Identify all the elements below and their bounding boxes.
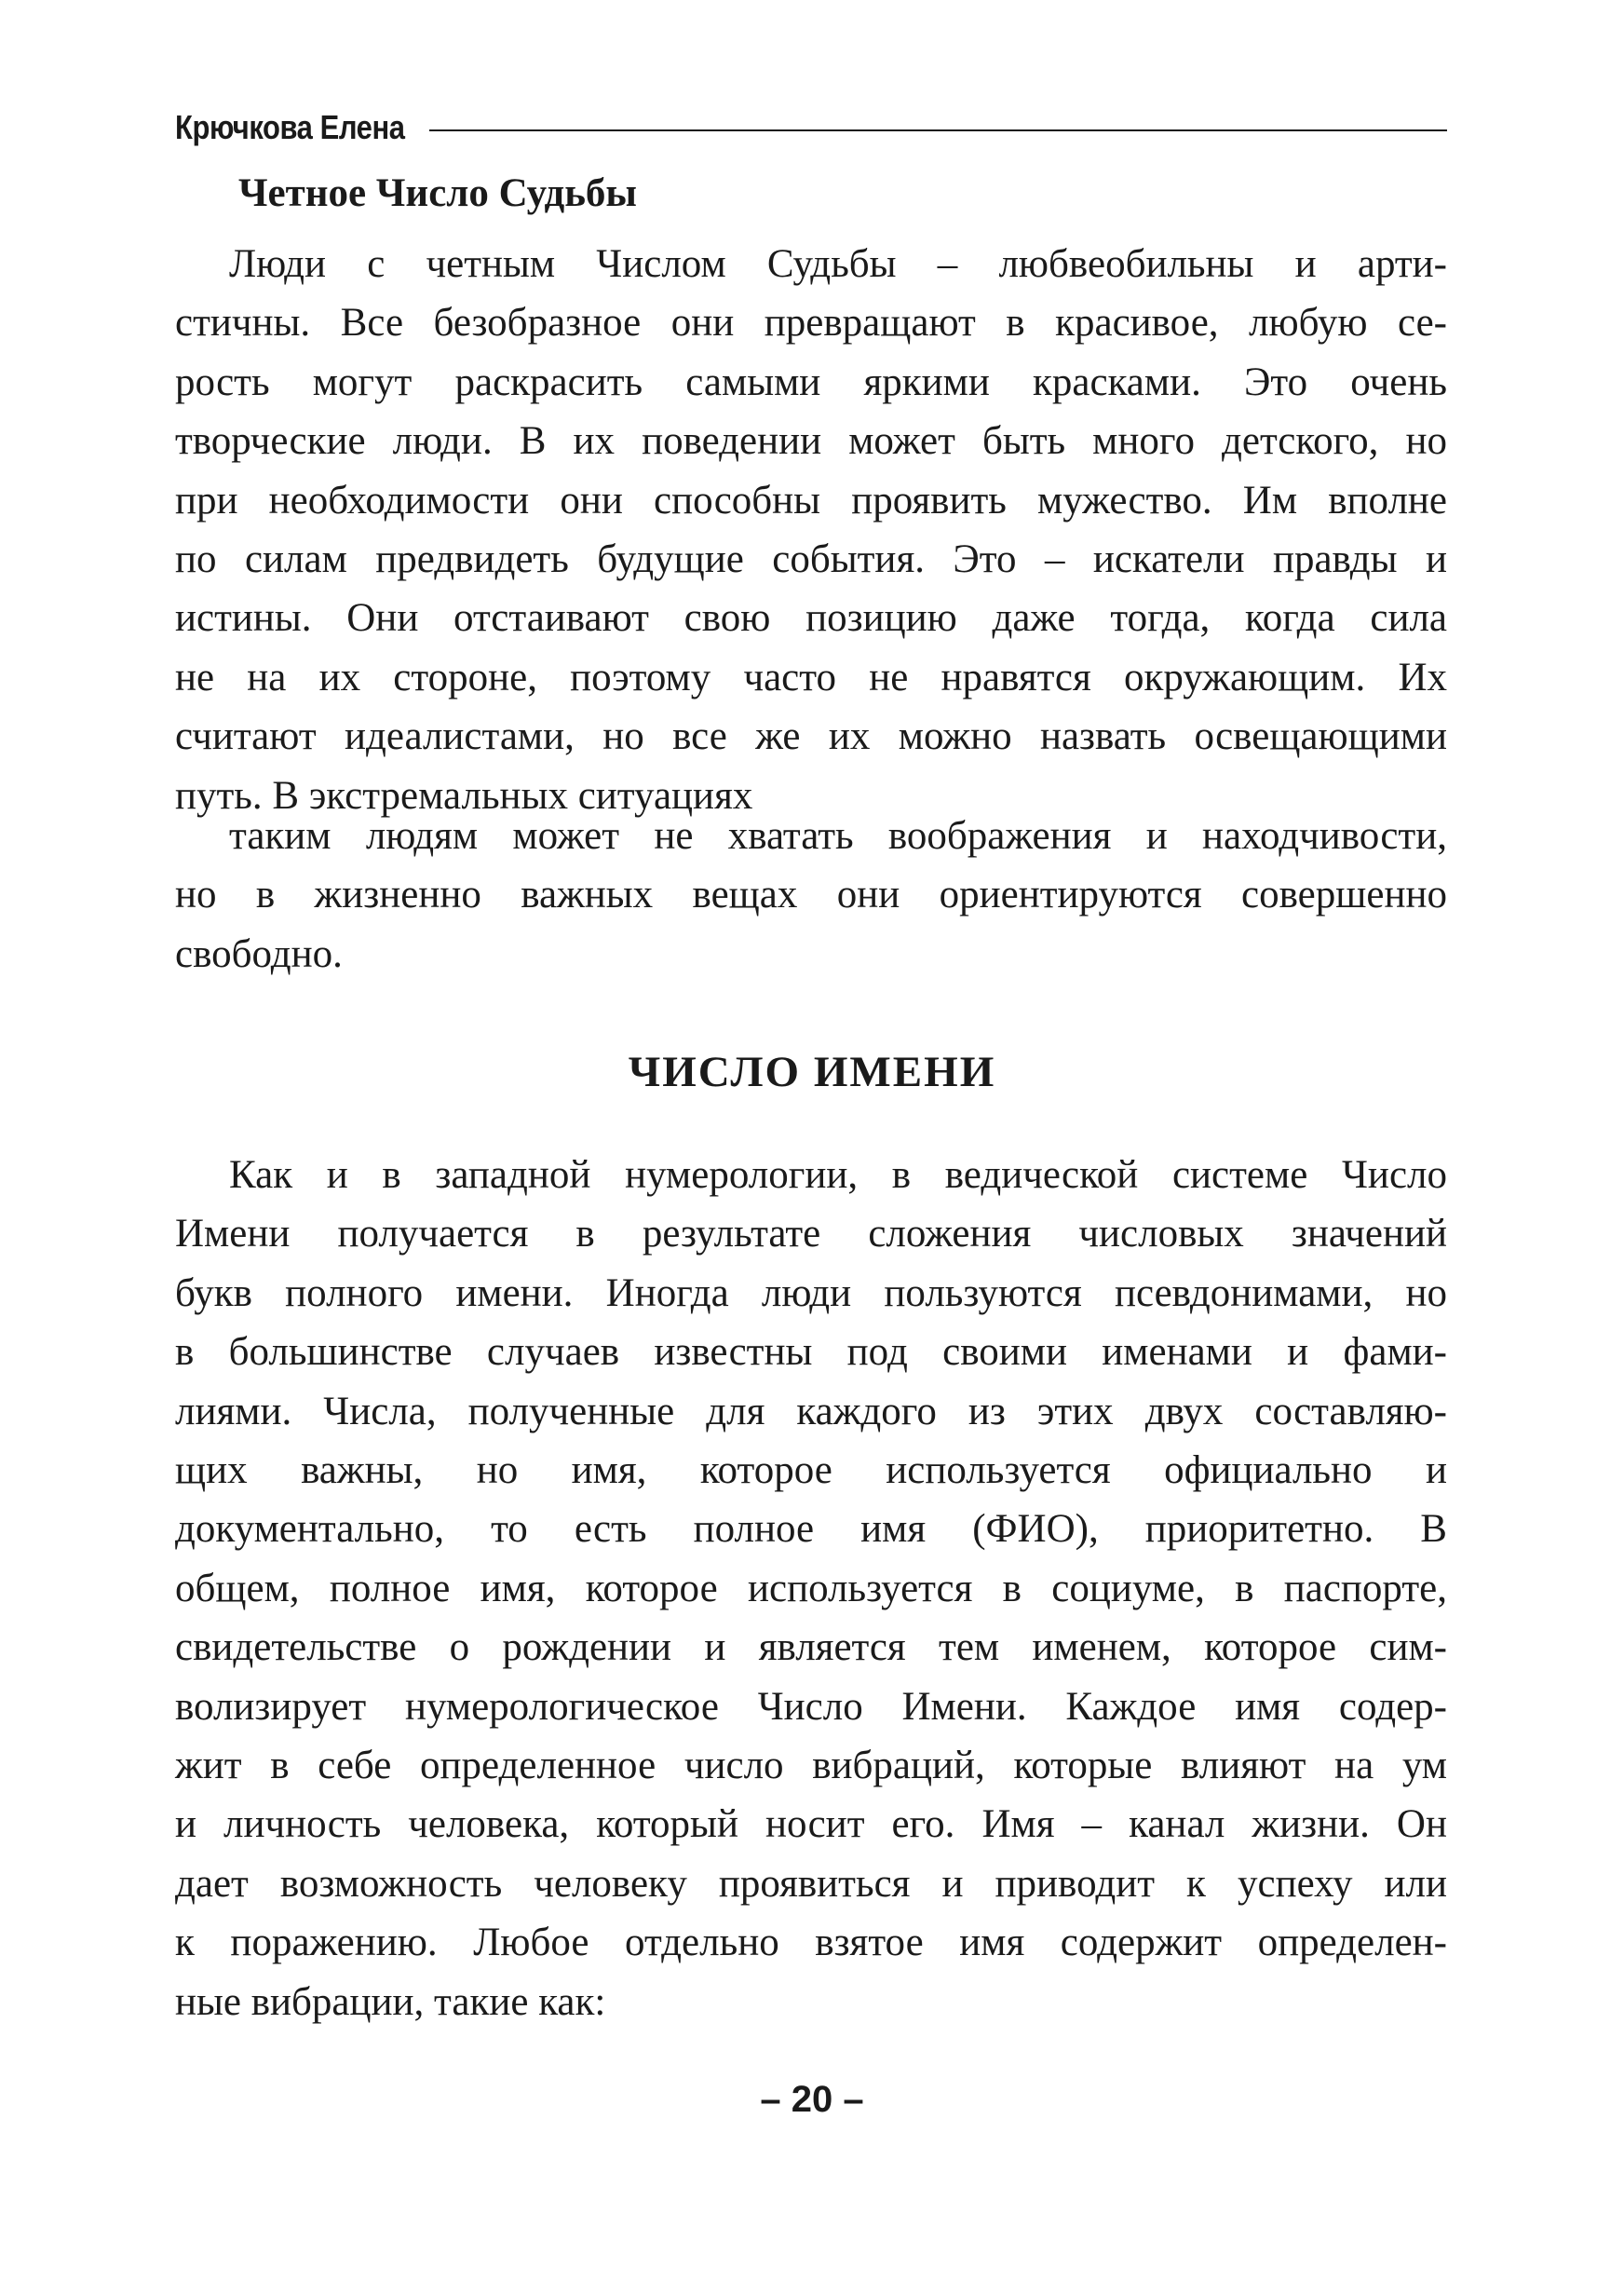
text-line: Люди с четным Числом Судьбы – любвеобильны и арти- <box>229 242 1447 286</box>
text-line: ные вибрации, такие как: <box>175 1979 606 2024</box>
author-name: Крючкова Елена <box>175 108 405 146</box>
text-line: таким людям может не хватать воображения и находчивости, <box>229 814 1447 858</box>
text-line: рость могут раскрасить самыми яркими красками. Это очень <box>175 360 1447 404</box>
text-line: и личность человека, который носит его. Имя – канал жизни. Он <box>175 1802 1447 1847</box>
text-line: к поражению. Любое отдельно взятое имя содержит определен- <box>175 1921 1447 1965</box>
text-line: жит в себе определенное число вибраций, которые влияют на ум <box>175 1744 1447 1788</box>
page-number: – 20 – <box>760 2079 864 2120</box>
paragraph-even-destiny-continued <box>175 807 1447 984</box>
text-line: лиями. Числа, полученные для каждого из этих двух составляю- <box>175 1389 1447 1433</box>
text-line: считают идеалистами, но все же их можно назвать освещающими <box>175 714 1447 759</box>
text-line: волизирует нумерологическое Число Имени. Каждое имя содер- <box>175 1684 1447 1729</box>
header-rule <box>429 129 1447 131</box>
text-line: Как и в западной нумерологии, в ведической системе Число <box>229 1153 1447 1197</box>
text-line: по силам предвидеть будущие события. Это – искатели правды и <box>175 537 1447 582</box>
text-line: при необходимости они способны проявить мужество. Им вполне <box>175 478 1447 523</box>
text-line: стичны. Все безобразное они превращают в красивое, любую се- <box>175 301 1447 346</box>
text-line: в большинстве случаев известны под своими именами и фами- <box>175 1330 1447 1375</box>
text-line: истины. Они отстаивают свою позицию даже тогда, когда сила <box>175 596 1447 641</box>
section-title: ЧИСЛО ИМЕНИ <box>628 1048 996 1096</box>
text-line: творческие люди. В их поведении может быть много детского, но <box>175 419 1447 464</box>
text-line: не на их стороне, поэтому часто не нравятся окружающим. Их <box>175 655 1447 699</box>
text-line: Имени получается в результате сложения числовых значений <box>175 1212 1447 1256</box>
text-line: букв полного имени. Иногда люди пользуются псевдонимами, но <box>175 1270 1447 1315</box>
text-line: свободно. <box>175 931 343 976</box>
text-line: свидетельстве о рождении и является тем именем, которое сим- <box>175 1625 1447 1670</box>
paragraph-name-number <box>175 1146 1447 2031</box>
text-line: щих важны, но имя, которое используется официально и <box>175 1448 1447 1493</box>
subsection-title: Четное Число Судьбы <box>238 171 638 215</box>
text-line: общем, полное имя, которое используется в социуме, в паспорте, <box>175 1566 1447 1610</box>
text-line: документально, то есть полное имя (ФИО), приоритетно. В <box>175 1507 1447 1552</box>
running-header <box>175 104 1447 151</box>
text-line: но в жизненно важных вещах они ориентируются совершенно <box>175 873 1447 917</box>
text-line: путь. В экстремальных ситуациях <box>175 773 753 818</box>
text-line: дает возможность человеку проявиться и приводит к успеху или <box>175 1861 1447 1906</box>
paragraph-even-destiny-number <box>175 235 1447 825</box>
